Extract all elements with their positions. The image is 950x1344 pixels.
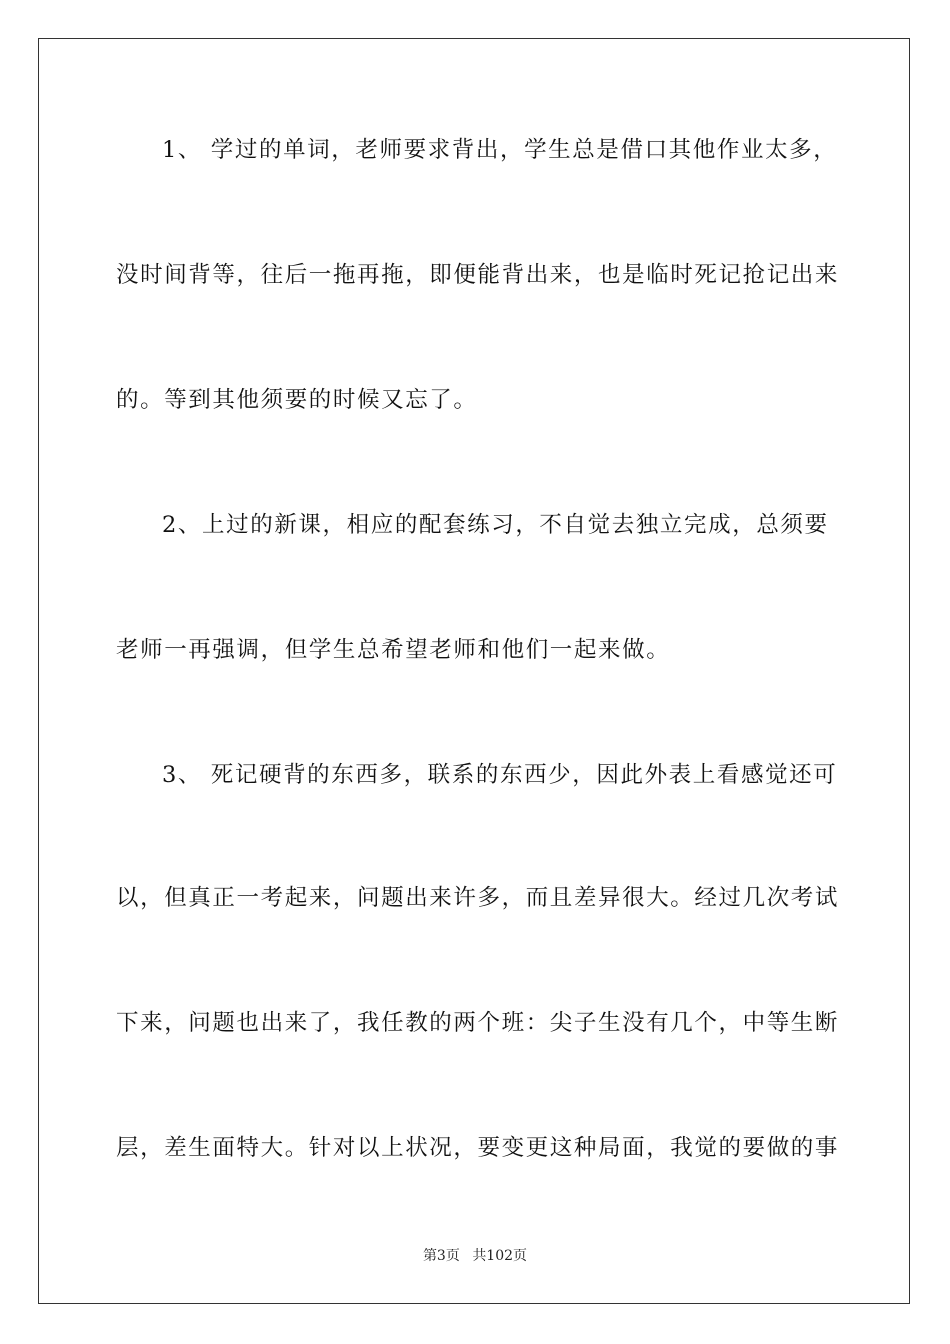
page-border bbox=[38, 38, 910, 1304]
page-number-total: 共102页 bbox=[472, 1248, 528, 1264]
text-line: 以，但真正一考起来，问题出来许多，而且差异很大。经过几次考试 bbox=[116, 885, 840, 911]
text-line: 1、 学过的单词，老师要求背出，学生总是借口其他作业太多， bbox=[162, 137, 838, 163]
page-footer bbox=[0, 1246, 950, 1266]
text-line: 层，差生面特大。针对以上状况，要变更这种局面，我觉的要做的事 bbox=[116, 1135, 840, 1161]
text-line: 下来，问题也出来了，我任教的两个班：尖子生没有几个，中等生断 bbox=[116, 1010, 840, 1036]
text-line: 老师一再强调，但学生总希望老师和他们一起来做。 bbox=[116, 637, 671, 663]
page-number-current: 第3页 bbox=[422, 1248, 460, 1264]
text-line: 没时间背等，往后一拖再拖，即便能背出来，也是临时死记抢记出来 bbox=[116, 262, 840, 288]
text-line: 的。等到其他须要的时候又忘了。 bbox=[116, 387, 478, 413]
text-line: 3、 死记硬背的东西多，联系的东西少，因此外表上看感觉还可 bbox=[162, 762, 838, 788]
text-line: 2、上过的新课，相应的配套练习，不自觉去独立完成，总须要 bbox=[162, 512, 829, 538]
